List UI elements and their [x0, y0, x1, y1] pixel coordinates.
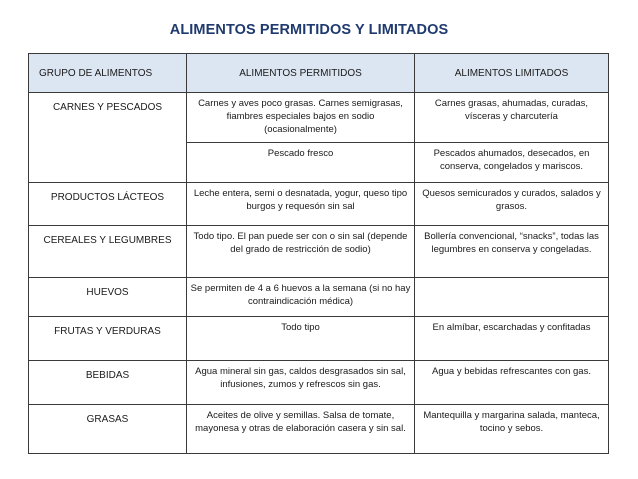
limited-grasas: Mantequilla y margarina salada, manteca, tocino y sebos. — [415, 405, 609, 454]
limited-huevos — [415, 278, 609, 317]
table-row — [29, 183, 609, 226]
permitted-cereales: Todo tipo. El pan puede ser con o sin sal (depende del grado de restricción de sodio) — [187, 226, 415, 278]
group-bebidas: BEBIDAS — [29, 361, 187, 405]
table-row — [29, 93, 609, 143]
permitted-lacteos: Leche entera, semi o desnatada, yogur, queso tipo burgos y requesón sin sal — [187, 183, 415, 226]
table-row — [29, 226, 609, 278]
header-group: GRUPO DE ALIMENTOS — [29, 54, 187, 93]
header-limited: ALIMENTOS LIMITADOS — [415, 54, 609, 93]
permitted-huevos: Se permiten de 4 a 6 huevos a la semana (si no hay contraindicación médica) — [187, 278, 415, 317]
group-carnes: CARNES Y PESCADOS — [29, 93, 187, 183]
limited-frutas: En almíbar, escarchadas y confitadas — [415, 317, 609, 361]
group-frutas: FRUTAS Y VERDURAS — [29, 317, 187, 361]
table-row — [29, 361, 609, 405]
group-cereales: CEREALES Y LEGUMBRES — [29, 226, 187, 278]
table-header-row — [29, 54, 609, 93]
page-title: ALIMENTOS PERMITIDOS Y LIMITADOS — [169, 22, 449, 38]
header-permitted: ALIMENTOS PERMITIDOS — [187, 54, 415, 93]
group-lacteos: PRODUCTOS LÁCTEOS — [29, 183, 187, 226]
table-row — [29, 405, 609, 454]
limited-bebidas: Agua y bebidas refrescantes con gas. — [415, 361, 609, 405]
group-huevos: HUEVOS — [29, 278, 187, 317]
limited-cereales: Bollería convencional, “snacks”, todas las legumbres en conserva y congeladas. — [415, 226, 609, 278]
limited-carnes-1: Carnes grasas, ahumadas, curadas, vísceras y charcutería — [415, 93, 609, 143]
limited-lacteos: Quesos semicurados y curados, salados y grasos. — [415, 183, 609, 226]
limited-carnes-2: Pescados ahumados, desecados, en conserva, congelados y mariscos. — [415, 143, 609, 183]
food-table — [28, 53, 609, 454]
table-row — [29, 317, 609, 361]
permitted-carnes-2: Pescado fresco — [187, 143, 415, 183]
permitted-grasas: Aceites de olive y semillas. Salsa de tomate, mayonesa y otras de elaboración casera y sin sal. — [187, 405, 415, 454]
table-row — [29, 278, 609, 317]
permitted-frutas: Todo tipo — [187, 317, 415, 361]
group-grasas: GRASAS — [29, 405, 187, 454]
permitted-bebidas: Agua mineral sin gas, caldos desgrasados sin sal, infusiones, zumos y refrescos sin gas. — [187, 361, 415, 405]
permitted-carnes-1: Carnes y aves poco grasas. Carnes semigrasas, fiambres especiales bajos en sodio (ocasionalmente) — [187, 93, 415, 143]
